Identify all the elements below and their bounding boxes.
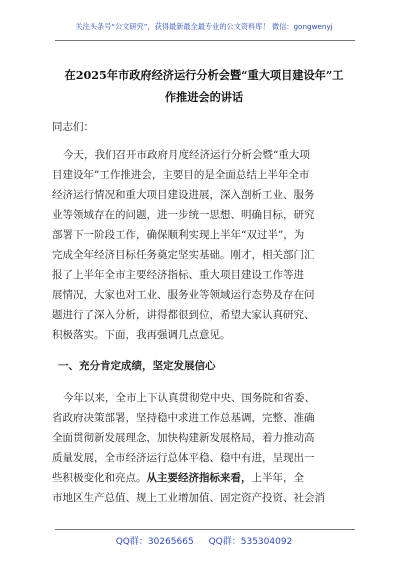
body-line: 质量发展，全市经济运行总体平稳、稳中有进，呈现出一: [52, 452, 315, 464]
body-line: 市地区生产总值、规上工业增加值、固定资产投资、社会消: [52, 492, 325, 504]
title-line-1: 在2025年市政府经济运行分析会暨“重大项目建设年”工: [64, 68, 344, 82]
body-line: [52, 468, 408, 488]
header-note: 关注头条号“公文研究”，获得最新最全最专业的公文资料库！ 微信：gongwenyj: [75, 22, 333, 31]
intro-line: 完成全年经济目标任务奠定坚实基础。刚才，相关部门汇: [52, 249, 315, 261]
intro-line: 部署下一阶段工作，确保顺利实现上半年“双过半”，为: [52, 229, 305, 241]
body-text: 上半年，全: [251, 472, 304, 484]
intro-line: 目建设年”工作推进会，主要目的是全面总结上半年全市: [52, 169, 310, 181]
body-line: 全面贯彻新发展理念，加快构建新发展格局，着力推动高: [52, 432, 315, 444]
section-heading: 一、充分肯定成绩，坚定发展信心: [58, 360, 216, 372]
footer: [0, 534, 408, 547]
intro-line: 报了上半年全市主要经济指标、重大项目建设工作等进: [52, 269, 304, 281]
body-text: 些积极变化和亮点。: [52, 472, 147, 484]
footer-qq-group-2: QQ群：535304092: [208, 537, 293, 547]
intro-line: 题进行了深入分析，讲得都很到位，希望大家认真研究、: [52, 309, 315, 321]
intro-line: 业等领域存在的问题，进一步统一思想、明确目标，研究: [52, 209, 315, 221]
footer-divider: [55, 529, 355, 530]
salutation: 同志们：: [52, 121, 94, 133]
intro-line: 展情况，大家也对工业、服务业等领域运行态势及存在问: [52, 289, 315, 301]
bold-phrase: 从主要经济指标来看，: [146, 472, 252, 484]
intro-line: 积极落实。下面，我再强调几点意见。: [52, 329, 231, 341]
intro-line: 今天，我们召开市政府月度经济运行分析会暨“重大项: [63, 149, 310, 161]
document-title: [40, 64, 368, 108]
body-line: 省政府决策部署，坚持稳中求进工作总基调，完整、准确: [52, 412, 315, 424]
title-line-2: 作推进会的讲话: [164, 90, 244, 104]
intro-line: 经济运行情况和重大项目建设进展，深入剖析工业、服务: [52, 189, 315, 201]
footer-qq-group-1: QQ群：30265665: [115, 537, 194, 547]
header-divider: [55, 40, 355, 41]
body-line: 今年以来，全市上下认真贯彻党中央、国务院和省委、: [63, 392, 315, 404]
